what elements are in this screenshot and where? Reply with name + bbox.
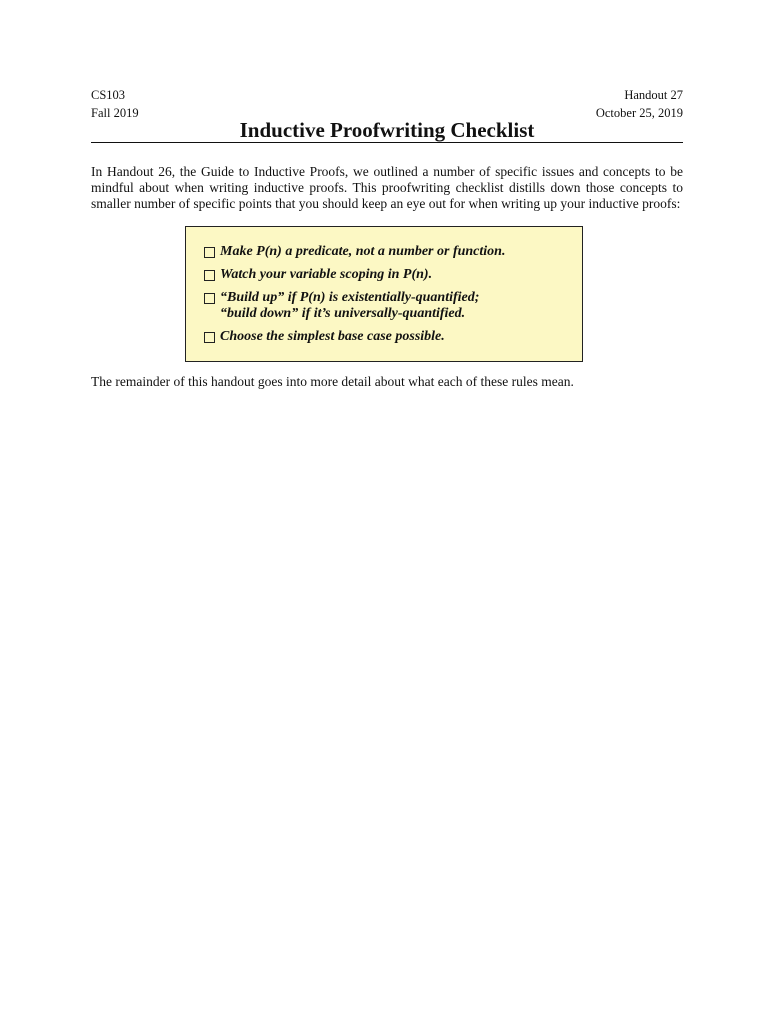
checkbox-icon [204, 247, 215, 258]
checklist-box [185, 226, 583, 362]
checkbox-icon [204, 332, 215, 343]
checkbox-icon [204, 270, 215, 281]
checklist-item [204, 267, 582, 283]
title-rule [91, 118, 683, 143]
document-title: Inductive Proofwriting Checklist [239, 118, 535, 142]
handout-number: Handout 27 [624, 88, 683, 102]
header-row-1 [91, 86, 683, 104]
closing-paragraph: The remainder of this handout goes into more detail about what each of these rules mean. [91, 373, 574, 389]
checklist-item-text: Watch your variable scoping in P(n). [220, 266, 433, 282]
checkbox-icon [204, 293, 215, 304]
course-term: Fall 2019 [91, 106, 139, 120]
checklist-item-text: Make P(n) a predicate, not a number or function. [220, 243, 506, 259]
handout-date: October 25, 2019 [595, 106, 683, 120]
document-page [91, 86, 683, 403]
checklist-item-text-continued: “build down” if it’s universally-quantified. [220, 305, 466, 321]
checklist-item [204, 244, 582, 260]
checklist-item [204, 329, 582, 345]
checklist-item-text: Choose the simplest base case possible. [220, 328, 445, 344]
course-code: CS103 [91, 88, 126, 102]
checklist-item [204, 290, 582, 322]
checklist-item-text: “Build up” if P(n) is existentially-quantified; [220, 289, 480, 305]
intro-paragraph: In Handout 26, the Guide to Inductive Proofs, we outlined a number of specific issues and concepts to be mindful about when writing inductive proofs. This proofwriting checklist distills down those concepts to smaller number of specific points that you should keep an eye out for when writing up your inductive proofs: [91, 164, 683, 211]
